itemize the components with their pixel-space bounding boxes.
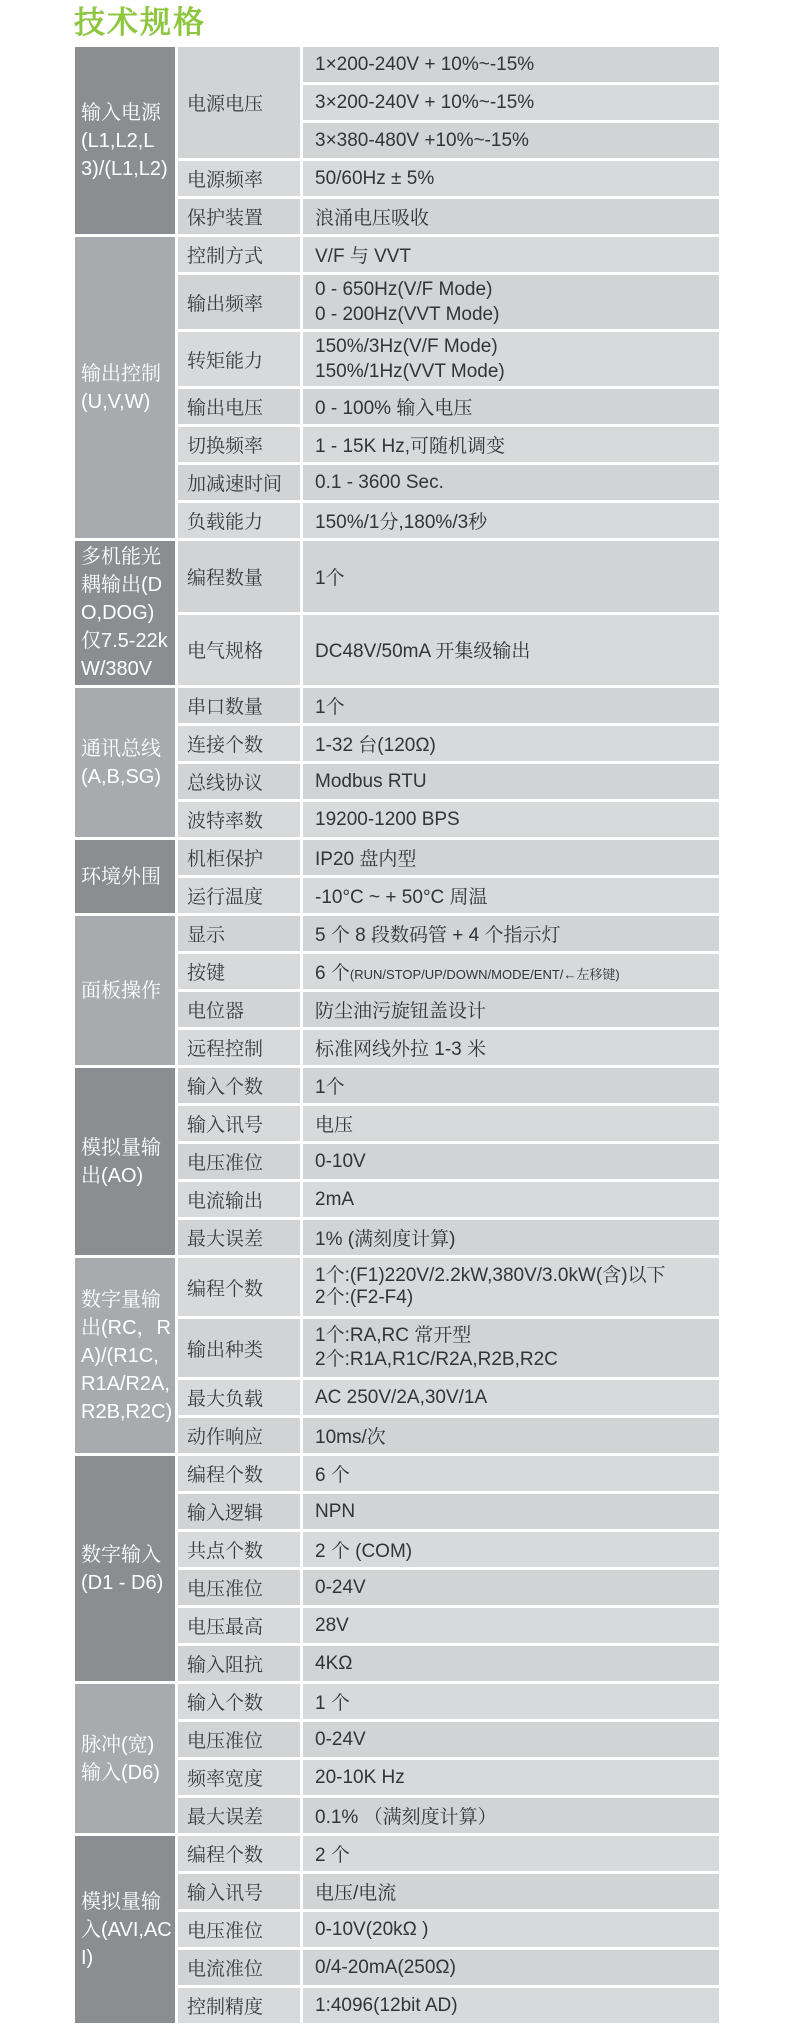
value-text: 0/4-20mA(250Ω)	[315, 1956, 456, 1978]
value-cell	[303, 1608, 719, 1643]
param-cell: 电压准位	[178, 1144, 300, 1179]
value-cell	[303, 726, 719, 761]
table-row	[75, 1258, 719, 1316]
value-cell	[303, 199, 719, 234]
param-cell: 输入阻抗	[178, 1646, 300, 1681]
value-text: Modbus RTU	[315, 770, 427, 792]
value-cell	[303, 1874, 719, 1909]
value-text: 0-24V	[315, 1576, 366, 1598]
group-label: 环境外围	[75, 840, 175, 913]
value-line: 0 - 650Hz(V/F Mode)	[315, 279, 493, 300]
value-text: AC 250V/2A,30V/1A	[315, 1386, 488, 1408]
value-cell	[303, 615, 719, 686]
param-cell: 机柜保护	[178, 840, 300, 875]
value-line: 2个:R1A,R1C/R2A,R2B,R2C	[315, 1349, 558, 1370]
page-title: 技术规格	[74, 5, 206, 40]
group-label: 面板操作	[75, 916, 175, 1065]
value-cell	[303, 332, 719, 386]
value-cell	[303, 1418, 719, 1453]
value-text-small: (RUN/STOP/UP/DOWN/MODE/ENT/←左移键)	[349, 967, 620, 982]
value-cell	[303, 275, 719, 329]
value-cell	[303, 161, 719, 196]
value-text: 2 个	[315, 1845, 350, 1866]
param-cell: 频率宽度	[178, 1760, 300, 1795]
table-row	[75, 1836, 719, 1871]
value-text: IP20 盘内型	[315, 849, 417, 870]
value-cell	[303, 1646, 719, 1681]
value-line: 150%/3Hz(V/F Mode)	[315, 336, 498, 357]
value-line: 2个:(F2-F4)	[315, 1287, 414, 1308]
value-cell	[303, 1319, 719, 1377]
value-cell	[303, 1068, 719, 1103]
param-cell: 输出电压	[178, 389, 300, 424]
value-cell	[303, 802, 719, 837]
param-cell: 电流准位	[178, 1950, 300, 1985]
value-text: 防尘油污旋钮盖设计	[315, 1001, 487, 1022]
param-cell: 电压准位	[178, 1570, 300, 1605]
value-cell	[303, 916, 719, 951]
group-label: 数字输入(D1 - D6)	[75, 1456, 175, 1681]
value-text: 电压/电流	[315, 1883, 397, 1904]
value-text: 1 - 15K Hz,可随机调变	[315, 436, 506, 457]
table-row	[75, 541, 719, 612]
table-row	[75, 1068, 719, 1103]
value-text: -10°C ~ + 50°C 周温	[315, 887, 488, 908]
value-text: 0 - 100% 输入电压	[315, 398, 473, 419]
value-cell	[303, 1912, 719, 1947]
value-text: 1% (满刻度计算)	[315, 1229, 456, 1250]
value-text: 2 个 (COM)	[315, 1541, 413, 1562]
param-cell: 控制方式	[178, 237, 300, 272]
param-cell: 输入讯号	[178, 1874, 300, 1909]
param-cell: 保护装置	[178, 199, 300, 234]
param-cell: 动作响应	[178, 1418, 300, 1453]
param-cell: 最大误差	[178, 1798, 300, 1833]
param-cell: 电压准位	[178, 1722, 300, 1757]
value-text: 4KΩ	[315, 1652, 353, 1674]
param-cell: 串口数量	[178, 688, 300, 723]
value-cell	[303, 1106, 719, 1141]
value-text: 6 个	[315, 1465, 350, 1486]
value-text: 电压	[315, 1115, 354, 1136]
param-cell: 显示	[178, 916, 300, 951]
param-cell: 按键	[178, 954, 300, 989]
value-cell	[303, 389, 719, 424]
param-cell: 编程个数	[178, 1258, 300, 1316]
value-text: 0-10V(20kΩ )	[315, 1918, 429, 1940]
value-text: 28V	[315, 1614, 349, 1636]
value-text: 1个	[315, 697, 345, 718]
value-text: 3×380-480V +10%~-15%	[315, 129, 529, 151]
table-row	[75, 237, 719, 272]
value-cell	[303, 954, 719, 989]
value-cell	[303, 1684, 719, 1719]
group-label: 模拟量输入(AVI,ACI)	[75, 1836, 175, 2023]
group-label: 脉冲(宽)输入(D6)	[75, 1684, 175, 1833]
value-cell	[303, 1570, 719, 1605]
table-row	[75, 916, 719, 951]
table-row	[75, 47, 719, 82]
spec-table	[72, 44, 722, 2026]
value-text: 50/60Hz ± 5%	[315, 167, 435, 189]
value-cell	[303, 1258, 719, 1316]
group-label: 输出控制(U,V,W)	[75, 237, 175, 538]
value-text: 0-24V	[315, 1728, 366, 1750]
value-cell	[303, 1494, 719, 1529]
param-cell: 最大误差	[178, 1220, 300, 1255]
value-cell	[303, 1220, 719, 1255]
param-cell: 共点个数	[178, 1532, 300, 1567]
param-cell: 输出种类	[178, 1319, 300, 1377]
param-cell: 编程个数	[178, 1456, 300, 1491]
value-cell	[303, 1030, 719, 1065]
param-cell: 输入讯号	[178, 1106, 300, 1141]
value-text: 1-32 台(120Ω)	[315, 735, 436, 756]
param-cell: 编程数量	[178, 541, 300, 612]
value-text: NPN	[315, 1500, 356, 1522]
value-text: 20-10K Hz	[315, 1766, 405, 1788]
value-text: 1:4096(12bit AD)	[315, 1994, 458, 2016]
value-text: 2mA	[315, 1188, 355, 1210]
value-text: 19200-1200 BPS	[315, 808, 460, 830]
table-row	[75, 1456, 719, 1491]
param-cell: 输出频率	[178, 275, 300, 329]
param-cell: 连接个数	[178, 726, 300, 761]
value-cell	[303, 237, 719, 272]
group-label: 输入电源(L1,L2,L3)/(L1,L2)	[75, 47, 175, 234]
value-cell	[303, 878, 719, 913]
value-line: 150%/1Hz(VVT Mode)	[315, 361, 505, 382]
value-cell	[303, 1380, 719, 1415]
value-cell	[303, 47, 719, 82]
param-cell: 电流输出	[178, 1182, 300, 1217]
value-text: 1个	[315, 567, 345, 589]
value-text: 5 个 8 段数码管 + 4 个指示灯	[315, 925, 561, 946]
value-cell	[303, 992, 719, 1027]
param-cell: 输入个数	[178, 1068, 300, 1103]
table-row	[75, 840, 719, 875]
value-line: 1个:(F1)220V/2.2kW,380V/3.0kW(含)以下	[315, 1265, 666, 1286]
value-text: 6 个	[315, 963, 350, 984]
value-cell	[303, 541, 719, 612]
value-cell	[303, 1760, 719, 1795]
value-cell	[303, 1798, 719, 1833]
value-cell	[303, 123, 719, 158]
param-cell: 切换频率	[178, 427, 300, 462]
value-text: 150%/1分,180%/3秒	[315, 512, 488, 533]
value-text: 3×200-240V + 10%~-15%	[315, 91, 535, 113]
value-line: 1个:RA,RC 常开型	[315, 1325, 472, 1346]
group-label: 多机能光耦输出(DO,DOG) 仅7.5-22kW/380V	[75, 541, 175, 685]
param-cell: 波特率数	[178, 802, 300, 837]
param-cell: 电压最高	[178, 1608, 300, 1643]
value-text: 0.1 - 3600 Sec.	[315, 471, 444, 493]
table-row	[75, 1684, 719, 1719]
value-text: 1 个	[315, 1693, 350, 1714]
param-cell: 负载能力	[178, 503, 300, 538]
param-cell: 最大负载	[178, 1380, 300, 1415]
value-text: 浪涌电压吸收	[315, 208, 430, 229]
value-text: 0-10V	[315, 1150, 366, 1172]
value-text: 标准网线外拉 1-3 米	[315, 1039, 487, 1060]
param-cell: 电气规格	[178, 615, 300, 686]
value-cell	[303, 1722, 719, 1757]
value-text: 1×200-240V + 10%~-15%	[315, 53, 535, 75]
value-text: 10ms/次	[315, 1427, 386, 1448]
param-cell: 运行温度	[178, 878, 300, 913]
value-line: 0 - 200Hz(VVT Mode)	[315, 304, 500, 325]
group-label: 数字量输出(RC，RA)/(R1C,R1A/R2A,R2B,R2C)	[75, 1258, 175, 1453]
value-text: 0.1% （满刻度计算）	[315, 1807, 497, 1828]
value-cell	[303, 1988, 719, 2023]
param-cell: 加减速时间	[178, 465, 300, 500]
table-row	[75, 688, 719, 723]
value-cell	[303, 427, 719, 462]
param-cell: 电源电压	[178, 47, 300, 158]
value-text: V/F 与 VVT	[315, 246, 412, 267]
value-cell	[303, 503, 719, 538]
param-cell: 电源频率	[178, 161, 300, 196]
param-cell: 电位器	[178, 992, 300, 1027]
value-cell	[303, 1950, 719, 1985]
param-cell: 编程个数	[178, 1836, 300, 1871]
param-cell: 转矩能力	[178, 332, 300, 386]
param-cell: 控制精度	[178, 1988, 300, 2023]
group-label: 模拟量输出(AO)	[75, 1068, 175, 1255]
value-cell	[303, 1182, 719, 1217]
param-cell: 总线协议	[178, 764, 300, 799]
param-cell: 输入个数	[178, 1684, 300, 1719]
param-cell: 电压准位	[178, 1912, 300, 1947]
value-cell	[303, 1532, 719, 1567]
param-cell: 远程控制	[178, 1030, 300, 1065]
value-cell	[303, 1456, 719, 1491]
value-cell	[303, 840, 719, 875]
spec-table-body	[75, 47, 719, 2023]
value-cell	[303, 1144, 719, 1179]
value-text: 1个	[315, 1077, 345, 1098]
group-label: 通讯总线(A,B,SG)	[75, 688, 175, 837]
param-cell: 输入逻辑	[178, 1494, 300, 1529]
value-cell	[303, 764, 719, 799]
value-cell	[303, 688, 719, 723]
value-cell	[303, 465, 719, 500]
value-text: DC48V/50mA 开集级输出	[315, 641, 531, 663]
value-cell	[303, 85, 719, 120]
value-cell	[303, 1836, 719, 1871]
